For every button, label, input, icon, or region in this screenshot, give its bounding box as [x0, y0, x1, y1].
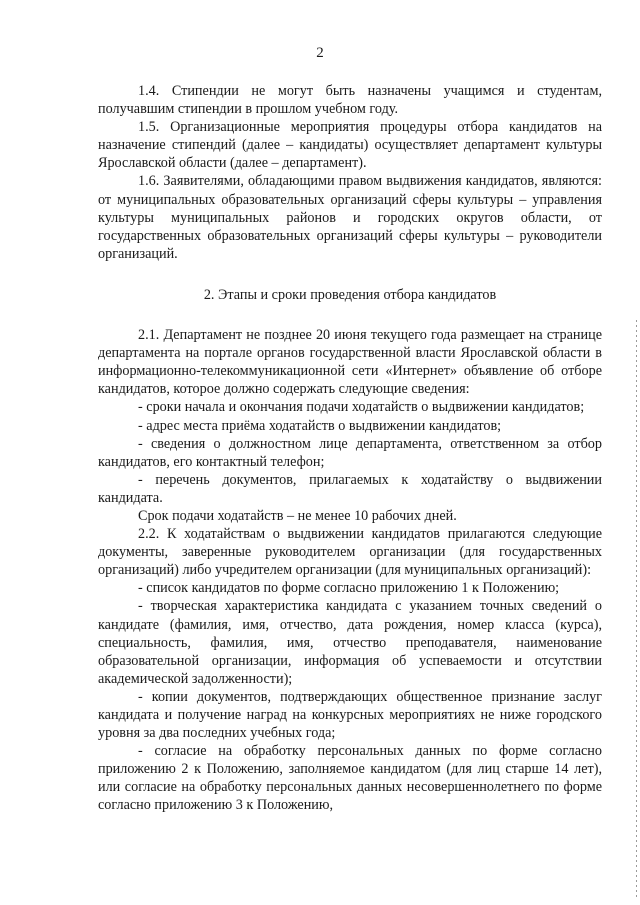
paragraph-1-4: 1.4. Стипендии не могут быть назначены учащимся и студентам, получавшим стипендии в прошлом учебном году. — [98, 83, 602, 118]
list-item-candidate-list: - список кандидатов по форме согласно приложению 1 к Положению; — [138, 580, 560, 597]
paragraph-1-5: 1.5. Организационные мероприятия процедуры отбора кандидатов на назначение стипендий (далее – кандидаты) осуществляет департамент культуры Ярославской области (далее – департамент). — [98, 119, 602, 172]
submission-period: Срок подачи ходатайств – не менее 10 рабочих дней. — [138, 507, 457, 524]
list-item-documents: - перечень документов, прилагаемых к ходатайству о выдвижении кандидата. — [98, 471, 602, 506]
paragraph-1-6: 1.6. Заявителями, обладающими правом выдвижения кандидатов, являются: от муниципальных образовательных организаций сферы культуры – управления культуры муниципальных районов и городских округов области, от государственных образовательных организаций сферы культуры – руководители организаций. — [98, 173, 602, 262]
list-item-consent: - согласие на обработку персональных данных по форме согласно приложению 2 к Положению, заполняемое кандидатом (для лиц старше 14 лет), или согласие на обработку персональных данных несовершеннолетнего по форме согласно приложению 3 к Положению, — [98, 743, 602, 814]
list-item-awards: - копии документов, подтверждающих общественное признание заслуг кандидата и получение наград на конкурсных мероприятиях не ниже городского уровня за два последних учебных года; — [98, 688, 602, 742]
page-number: 2 — [316, 45, 324, 61]
list-item-official: - сведения о должностном лице департамента, ответственном за отбор кандидатов, его контактный телефон; — [98, 435, 602, 470]
list-item-characteristic: - творческая характеристика кандидата с указанием точных сведений о кандидате (фамилия, имя, отчество, дата рождения, номер класса (курса), специальность, фамилия, имя, отчество преподавателя, наименование образовательной организации, информация об успеваемости и отсутствии академической задолженности); — [98, 598, 602, 687]
document-body — [98, 82, 602, 815]
paragraph-2-2: 2.2. К ходатайствам о выдвижении кандидатов прилагаются следующие документы, заверенные руководителем организации (для государственных организаций) либо учредителем организации (для муниципальных организаций): — [98, 526, 602, 579]
section-heading: 2. Этапы и сроки проведения отбора кандидатов — [203, 286, 497, 303]
list-item-address: - адрес места приёма ходатайств о выдвижении кандидатов; — [138, 417, 502, 434]
scan-edge-line — [636, 320, 637, 900]
paragraph-2-1: 2.1. Департамент не позднее 20 июня текущего года размещает на странице департамента на портале органов государственной власти Ярославской области в информационно-телекоммуникационной сети «Интернет» объявление об отборе кандидатов, которое должно содержать следующие сведения: — [98, 327, 602, 398]
list-item-deadlines: - сроки начала и окончания подачи ходатайств о выдвижении кандидатов; — [138, 399, 585, 416]
